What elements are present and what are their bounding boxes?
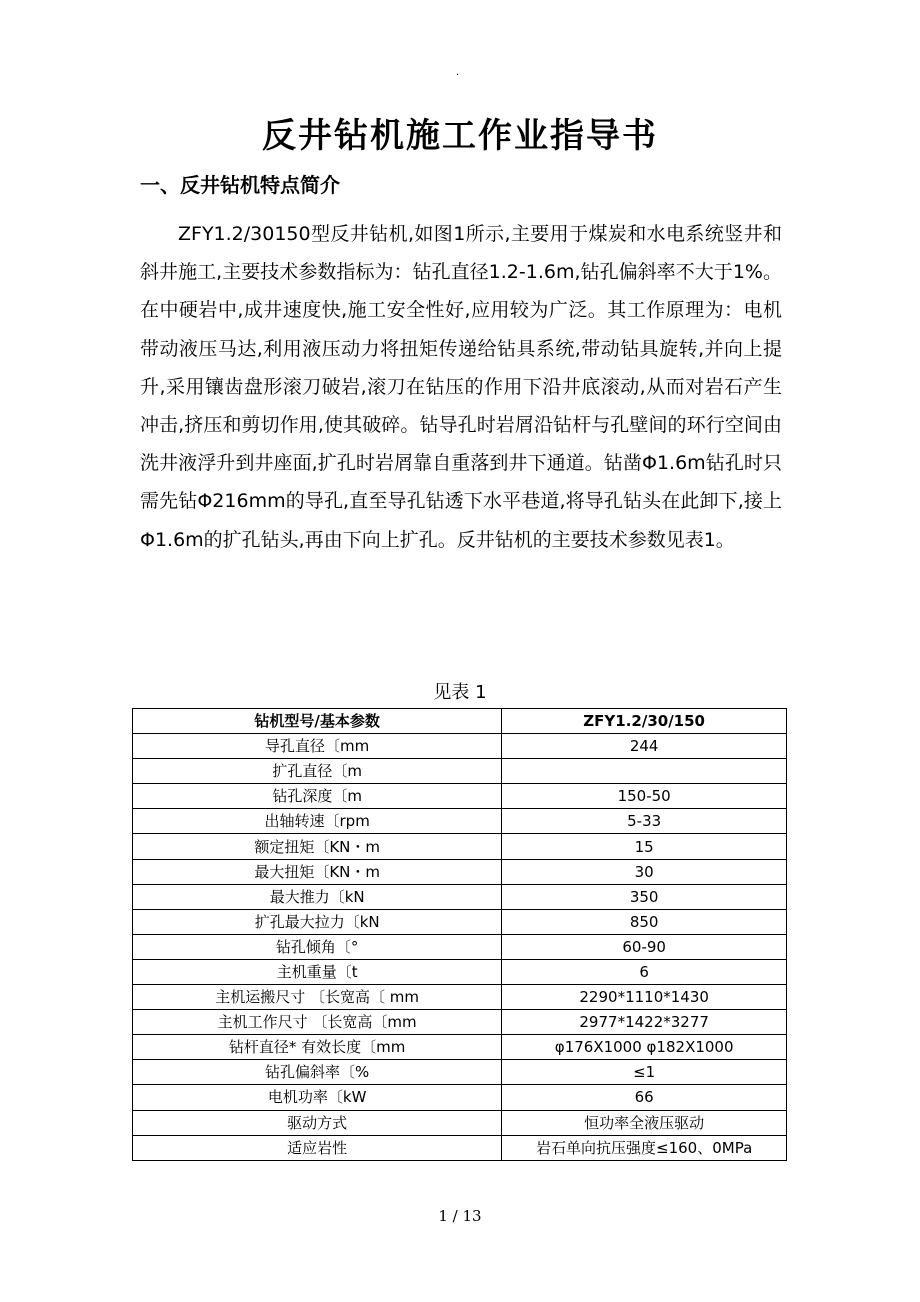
param-value-cell: 6 bbox=[502, 959, 787, 984]
param-value-cell: φ176X1000 φ182X1000 bbox=[502, 1035, 787, 1060]
table-header-cell: 钻机型号/基本参数 bbox=[133, 709, 502, 734]
table-row bbox=[133, 1035, 787, 1060]
param-value-cell: 30 bbox=[502, 859, 787, 884]
intro-paragraph: ZFY1.2/30150型反井钻机,如图1所示,主要用于煤炭和水电系统竖井和斜井施工,主要技术参数指标为：钻孔直径1.2-1.6m,钻孔偏斜率不大于1%。在中硬岩中,成井速度快,施工安全性好,应用较为广泛。其工作原理为：电机带动液压马达,利用液压动力将扭矩传递给钻具系统,带动钻具旋转,并向上提升,采用镶齿盘形滚刀破岩,滚刀在钻压的作用下沿井底滚动,从而对岩石产生冲击,挤压和剪切作用,使其破碎。钻导孔时岩屑沿钻杆与孔壁间的环行空间由洗井液浮升到井座面,扩孔时岩屑靠自重落到井下通道。钻凿Φ1.6m钻孔时只需先钻Φ216mm的导孔,直至导孔钻透下水平巷道,将导孔钻头在此卸下,接上Φ1.6m的扩孔钻头,再由下向上扩孔。反井钻机的主要技术参数见表1。 bbox=[140, 223, 782, 551]
param-name-cell: 钻孔深度〔m bbox=[133, 784, 502, 809]
param-name-cell: 扩孔直径〔m bbox=[133, 759, 502, 784]
param-value-cell: 60-90 bbox=[502, 934, 787, 959]
table-row bbox=[133, 859, 787, 884]
table-header-cell: ZFY1.2/30/150 bbox=[502, 709, 787, 734]
header-dot: . bbox=[456, 67, 460, 78]
param-name-cell: 主机重量〔t bbox=[133, 959, 502, 984]
table-row bbox=[133, 1010, 787, 1035]
table-row bbox=[133, 809, 787, 834]
table-row bbox=[133, 934, 787, 959]
param-value-cell: 2290*1110*1430 bbox=[502, 985, 787, 1010]
param-value-cell: 恒功率全液压驱动 bbox=[502, 1110, 787, 1135]
param-name-cell: 适应岩性 bbox=[133, 1135, 502, 1160]
table-header-row bbox=[133, 709, 787, 734]
param-name-cell: 导孔直径〔mm bbox=[133, 734, 502, 759]
param-name-cell: 最大推力〔kN bbox=[133, 884, 502, 909]
page-number: 1 / 13 bbox=[438, 1207, 482, 1225]
param-name-cell: 钻杆直径* 有效长度〔mm bbox=[133, 1035, 502, 1060]
param-name-cell: 主机工作尺寸 〔长宽高〔mm bbox=[133, 1010, 502, 1035]
param-name-cell: 额定扭矩〔KN・m bbox=[133, 834, 502, 859]
table-row bbox=[133, 1085, 787, 1110]
param-name-cell: 驱动方式 bbox=[133, 1110, 502, 1135]
param-value-cell: 岩石单向抗压强度≤160、0MPa bbox=[502, 1135, 787, 1160]
section-heading: 一、反井钻机特点简介 bbox=[140, 173, 340, 197]
param-name-cell: 电机功率〔kW bbox=[133, 1085, 502, 1110]
table-row bbox=[133, 985, 787, 1010]
param-value-cell: 66 bbox=[502, 1085, 787, 1110]
document-title: 反井钻机施工作业指导书 bbox=[262, 116, 658, 156]
param-name-cell: 主机运搬尺寸 〔长宽高〔 mm bbox=[133, 985, 502, 1010]
table-row bbox=[133, 734, 787, 759]
param-value-cell bbox=[502, 759, 787, 784]
param-name-cell: 出轴转速〔rpm bbox=[133, 809, 502, 834]
parameters-table bbox=[132, 708, 787, 1161]
param-name-cell: 钻孔倾角〔° bbox=[133, 934, 502, 959]
param-value-cell: 850 bbox=[502, 909, 787, 934]
table-caption: 见表 1 bbox=[433, 682, 487, 703]
param-value-cell: 2977*1422*3277 bbox=[502, 1010, 787, 1035]
table-row bbox=[133, 884, 787, 909]
table-row bbox=[133, 959, 787, 984]
param-name-cell: 扩孔最大拉力〔kN bbox=[133, 909, 502, 934]
param-value-cell: 244 bbox=[502, 734, 787, 759]
table-row bbox=[133, 1135, 787, 1160]
table-row bbox=[133, 909, 787, 934]
param-value-cell: ≤1 bbox=[502, 1060, 787, 1085]
table-row bbox=[133, 1060, 787, 1085]
table-row bbox=[133, 784, 787, 809]
param-name-cell: 钻孔偏斜率〔% bbox=[133, 1060, 502, 1085]
param-name-cell: 最大扭矩〔KN・m bbox=[133, 859, 502, 884]
param-value-cell: 5-33 bbox=[502, 809, 787, 834]
table-row bbox=[133, 1110, 787, 1135]
param-value-cell: 15 bbox=[502, 834, 787, 859]
param-value-cell: 150-50 bbox=[502, 784, 787, 809]
table-row bbox=[133, 834, 787, 859]
table-row bbox=[133, 759, 787, 784]
param-value-cell: 350 bbox=[502, 884, 787, 909]
